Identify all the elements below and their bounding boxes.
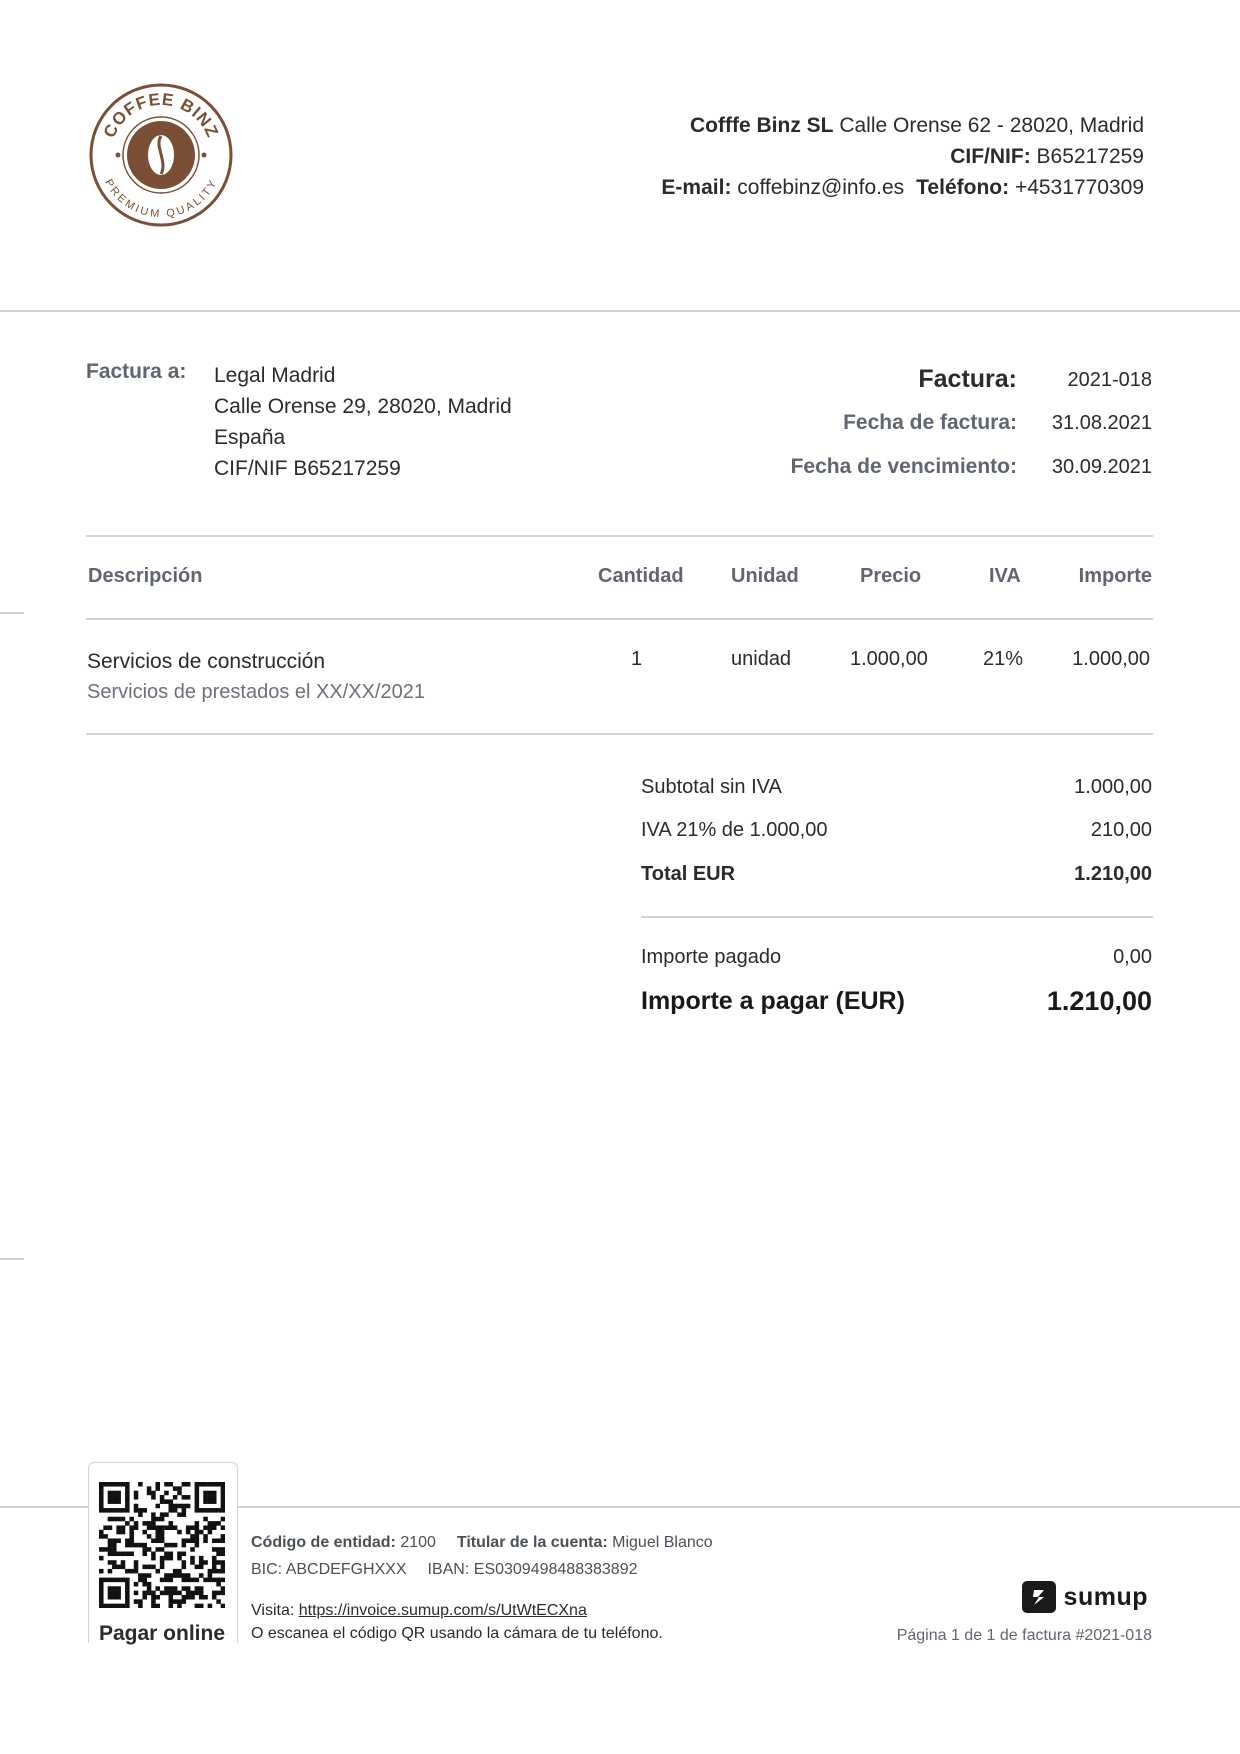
vat-label: IVA 21% de 1.000,00 xyxy=(641,819,828,841)
coffee-bean-icon xyxy=(148,135,174,175)
holder-label: Titular de la cuenta: xyxy=(456,1534,608,1551)
column-header-price: Precio xyxy=(860,565,922,587)
table-top-divider xyxy=(86,535,1153,537)
bank-entity-line xyxy=(251,1534,713,1552)
table-header-divider xyxy=(86,618,1153,620)
company-phone: +4531770309 xyxy=(1014,176,1144,199)
table-bottom-divider xyxy=(86,733,1153,735)
company-name-line xyxy=(661,110,1144,141)
invoice-due-label: Fecha de vencimiento: xyxy=(790,455,1017,478)
company-email-label: E-mail: xyxy=(661,176,732,199)
logo-bottom-text: PREMIUM QUALITY xyxy=(102,177,220,221)
company-tax-line xyxy=(661,141,1144,172)
paid-value: 0,00 xyxy=(1113,946,1152,968)
item-subdescription: Servicios de prestados el XX/XX/2021 xyxy=(87,681,425,703)
logo-top-text: COFFEE BINZ xyxy=(99,89,223,141)
company-tax-id: B65217259 xyxy=(1036,145,1144,168)
item-description: Servicios de construcción xyxy=(87,650,326,673)
header-divider xyxy=(0,310,1240,312)
invoice-due-date: 30.09.2021 xyxy=(1051,456,1152,478)
amount-due-value: 1.210,00 xyxy=(1046,986,1152,1016)
bill-to-line: España xyxy=(214,426,286,449)
subtotal-label: Subtotal sin IVA xyxy=(641,776,782,798)
pay-online-label[interactable]: Pagar online xyxy=(98,1622,226,1645)
item-quantity: 1 xyxy=(631,648,643,670)
company-info xyxy=(661,110,1144,203)
company-tax-label: CIF/NIF: xyxy=(950,145,1031,168)
company-logo xyxy=(88,82,234,228)
bank-account-line xyxy=(251,1561,637,1579)
column-header-amount: Importe xyxy=(1078,565,1152,587)
column-header-description: Descripción xyxy=(88,565,203,587)
bill-to-line: Legal Madrid xyxy=(214,364,336,387)
paid-label: Importe pagado xyxy=(641,946,782,968)
scan-instructions: O escanea el código QR usando la cámara de tu teléfono. xyxy=(251,1625,663,1642)
bic-value: ABCDEFGHXXX xyxy=(285,1561,407,1578)
iban-label: IBAN: xyxy=(427,1561,470,1578)
company-address: Calle Orense 62 - 28020, Madrid xyxy=(839,114,1144,137)
iban-value: ES0309498488383892 xyxy=(473,1561,638,1578)
bill-to-line: Calle Orense 29, 28020, Madrid xyxy=(214,395,512,418)
bill-to-line: CIF/NIF B65217259 xyxy=(214,457,401,480)
bic-label: BIC: xyxy=(251,1561,283,1578)
sumup-logo-icon xyxy=(1022,1581,1056,1613)
entity-label: Código de entidad: xyxy=(251,1534,396,1551)
item-price: 1.000,00 xyxy=(850,648,928,670)
company-name: Cofffe Binz SL xyxy=(690,114,834,137)
invoice-date: 31.08.2021 xyxy=(1051,412,1152,434)
company-email: coffebinz@info.es xyxy=(737,176,905,199)
qr-code[interactable] xyxy=(99,1482,225,1608)
invoice-date-label: Fecha de factura: xyxy=(843,411,1017,434)
sumup-brand xyxy=(1022,1580,1148,1614)
column-header-vat: IVA xyxy=(989,565,1021,587)
column-header-unit: Unidad xyxy=(731,565,799,587)
visit-label: Visita: xyxy=(251,1602,295,1619)
invoice-link[interactable]: https://invoice.sumup.com/s/UtWtECXna xyxy=(298,1602,587,1619)
company-contact-line xyxy=(661,172,1144,203)
totals-divider xyxy=(641,916,1153,918)
bill-to-address xyxy=(214,360,512,484)
total-label: Total EUR xyxy=(641,863,736,885)
company-phone-label: Teléfono: xyxy=(916,176,1010,199)
column-header-quantity: Cantidad xyxy=(598,565,684,587)
invoice-number: 2021-018 xyxy=(1067,369,1152,391)
entity-value: 2100 xyxy=(400,1534,436,1551)
bill-to-label: Factura a: xyxy=(86,360,187,383)
vat-value: 210,00 xyxy=(1090,819,1152,841)
total-value: 1.210,00 xyxy=(1074,863,1152,885)
invoice-number-label: Factura: xyxy=(918,365,1017,393)
item-unit: unidad xyxy=(731,648,792,670)
sumup-wordmark: sumup xyxy=(1063,1582,1148,1611)
fold-mark xyxy=(0,1258,24,1260)
holder-value: Miguel Blanco xyxy=(612,1534,713,1551)
item-amount: 1.000,00 xyxy=(1072,648,1150,670)
page-info: Página 1 de 1 de factura #2021-018 xyxy=(896,1627,1152,1644)
visit-line xyxy=(251,1602,587,1620)
item-vat: 21% xyxy=(983,648,1024,670)
fold-mark xyxy=(0,612,24,614)
amount-due-label: Importe a pagar (EUR) xyxy=(641,987,905,1015)
subtotal-value: 1.000,00 xyxy=(1074,776,1152,798)
